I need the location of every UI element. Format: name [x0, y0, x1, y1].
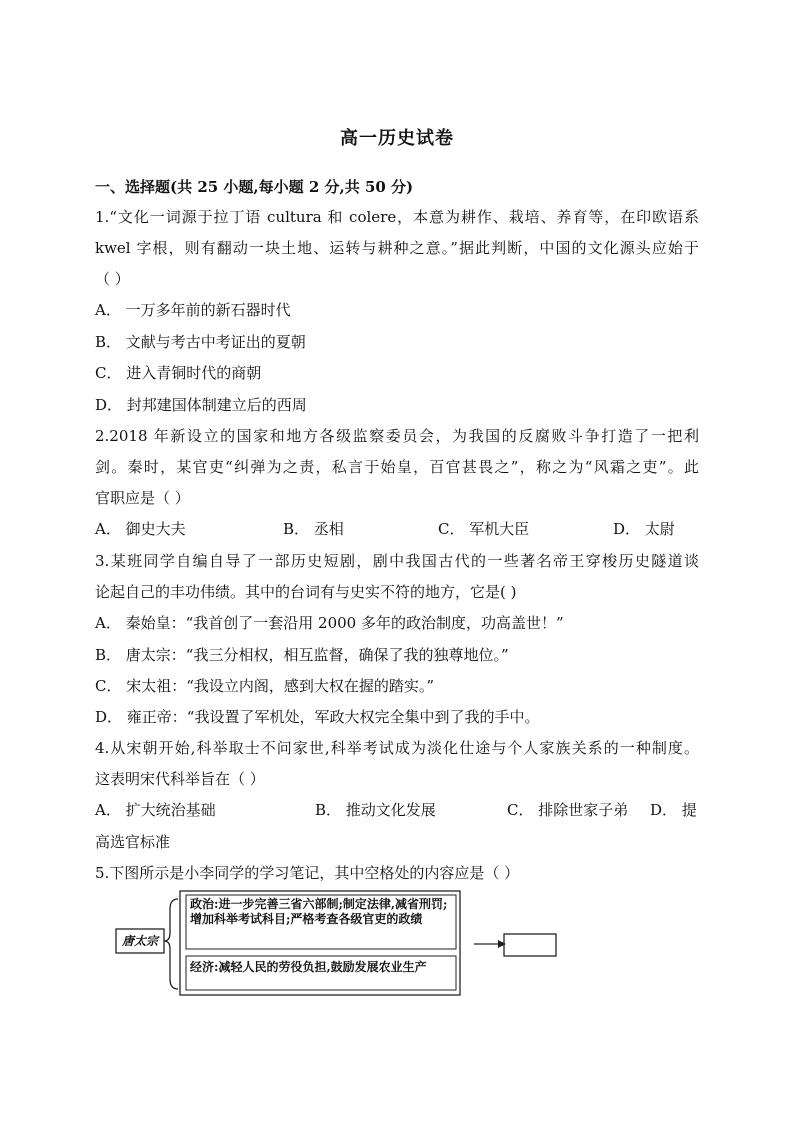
q3-line1: 3.某班同学自编自导了一部历史短剧，剧中我国古代的一些著名帝王穿梭历史隧道谈	[95, 552, 699, 570]
q4-option-d: D． 提	[650, 801, 697, 819]
section-heading: 一、选择题(共 25 小题,每小题 2 分,共 50 分)	[95, 178, 414, 196]
q2-option-c: C． 军机大臣	[438, 520, 530, 538]
diagram-politics-key: 政治	[190, 897, 215, 911]
q3-line2: 论起自己的丰功伟绩。其中的台词有与史实不符的地方，它是( )	[95, 583, 517, 601]
q4-options-row	[95, 800, 699, 820]
q1-line2: kwel 字根，则有翻动一块土地、运转与耕种之意。”据此判断，中国的文化源头应始于	[95, 239, 699, 257]
q2-option-a: A． 御史大夫	[95, 520, 186, 538]
q4-option-b: B． 推动文化发展	[315, 801, 436, 819]
diagram-economy-content: :减轻人民的劳役负担,鼓励发展农业生产	[214, 960, 427, 974]
q2-options-row	[95, 519, 699, 539]
q5-line1: 5.下图所示是小李同学的学习笔记，其中空格处的内容应是（ ）	[95, 864, 520, 882]
diagram-politics-text	[190, 897, 452, 927]
q2-line2: 剑。秦时，某官吏“纠弹为之责，私言于始皇，百官甚畏之”，称之为“风霜之吏”。此	[95, 458, 699, 476]
q2-line3: 官职应是（ ）	[95, 489, 190, 507]
q4-line2: 这表明宋代科举旨在（ ）	[95, 770, 265, 788]
q1-option-a: A． 一万多年前的新石器时代	[95, 301, 291, 319]
q1-line3: （ ）	[95, 270, 130, 288]
diagram-emperor-label: 唐太宗	[121, 934, 158, 948]
diagram-answer-box	[504, 934, 556, 956]
q4-line1: 4.从宋朝开始,科举取士不问家世,科举考试成为淡化仕途与个人家族关系的一种制度。	[95, 739, 699, 757]
q3-option-c: C． 宋太祖：“我设立内阁，感到大权在握的踏实。”	[95, 677, 435, 695]
q3-option-b: B． 唐太宗：“我三分相权，相互监督，确保了我的独尊地位。”	[95, 646, 509, 664]
study-notes-diagram	[114, 889, 564, 997]
q4-option-a: A． 扩大统治基础	[95, 801, 216, 819]
q3-option-a: A． 秦始皇：“我首创了一套沿用 2000 多年的政治制度，功高盖世！”	[95, 614, 564, 632]
diagram-economy-key: 经济	[190, 960, 215, 974]
diagram-politics-content: :进一步完善三省六部制;制定法律,减省刑罚;增加科举考试科目;严格考查各级官吏的政绩	[190, 897, 448, 926]
q4-option-c: C． 排除世家子弟	[507, 801, 629, 819]
q4-line-end: 高选官标准	[95, 833, 171, 851]
diagram-economy-text	[190, 960, 452, 975]
q2-option-b: B． 丞相	[283, 520, 344, 538]
q1-option-c: C． 进入青铜时代的商朝	[95, 364, 262, 382]
page-title: 高一历史试卷	[340, 128, 454, 149]
q1-option-b: B． 文献与考古中考证出的夏朝	[95, 333, 306, 351]
q2-option-d: D． 太尉	[613, 520, 675, 538]
q1-line1: 1.“文化一词源于拉丁语 cultura 和 colere，本意为耕作、栽培、养育等，在印欧语系	[95, 208, 699, 226]
q2-line1: 2.2018 年新设立的国家和地方各级监察委员会，为我国的反腐败斗争打造了一把利	[95, 427, 699, 445]
q3-option-d: D． 雍正帝：“我设置了军机处，军政大权完全集中到了我的手中。	[95, 708, 540, 726]
q1-option-d: D． 封邦建国体制建立后的西周	[95, 396, 307, 414]
